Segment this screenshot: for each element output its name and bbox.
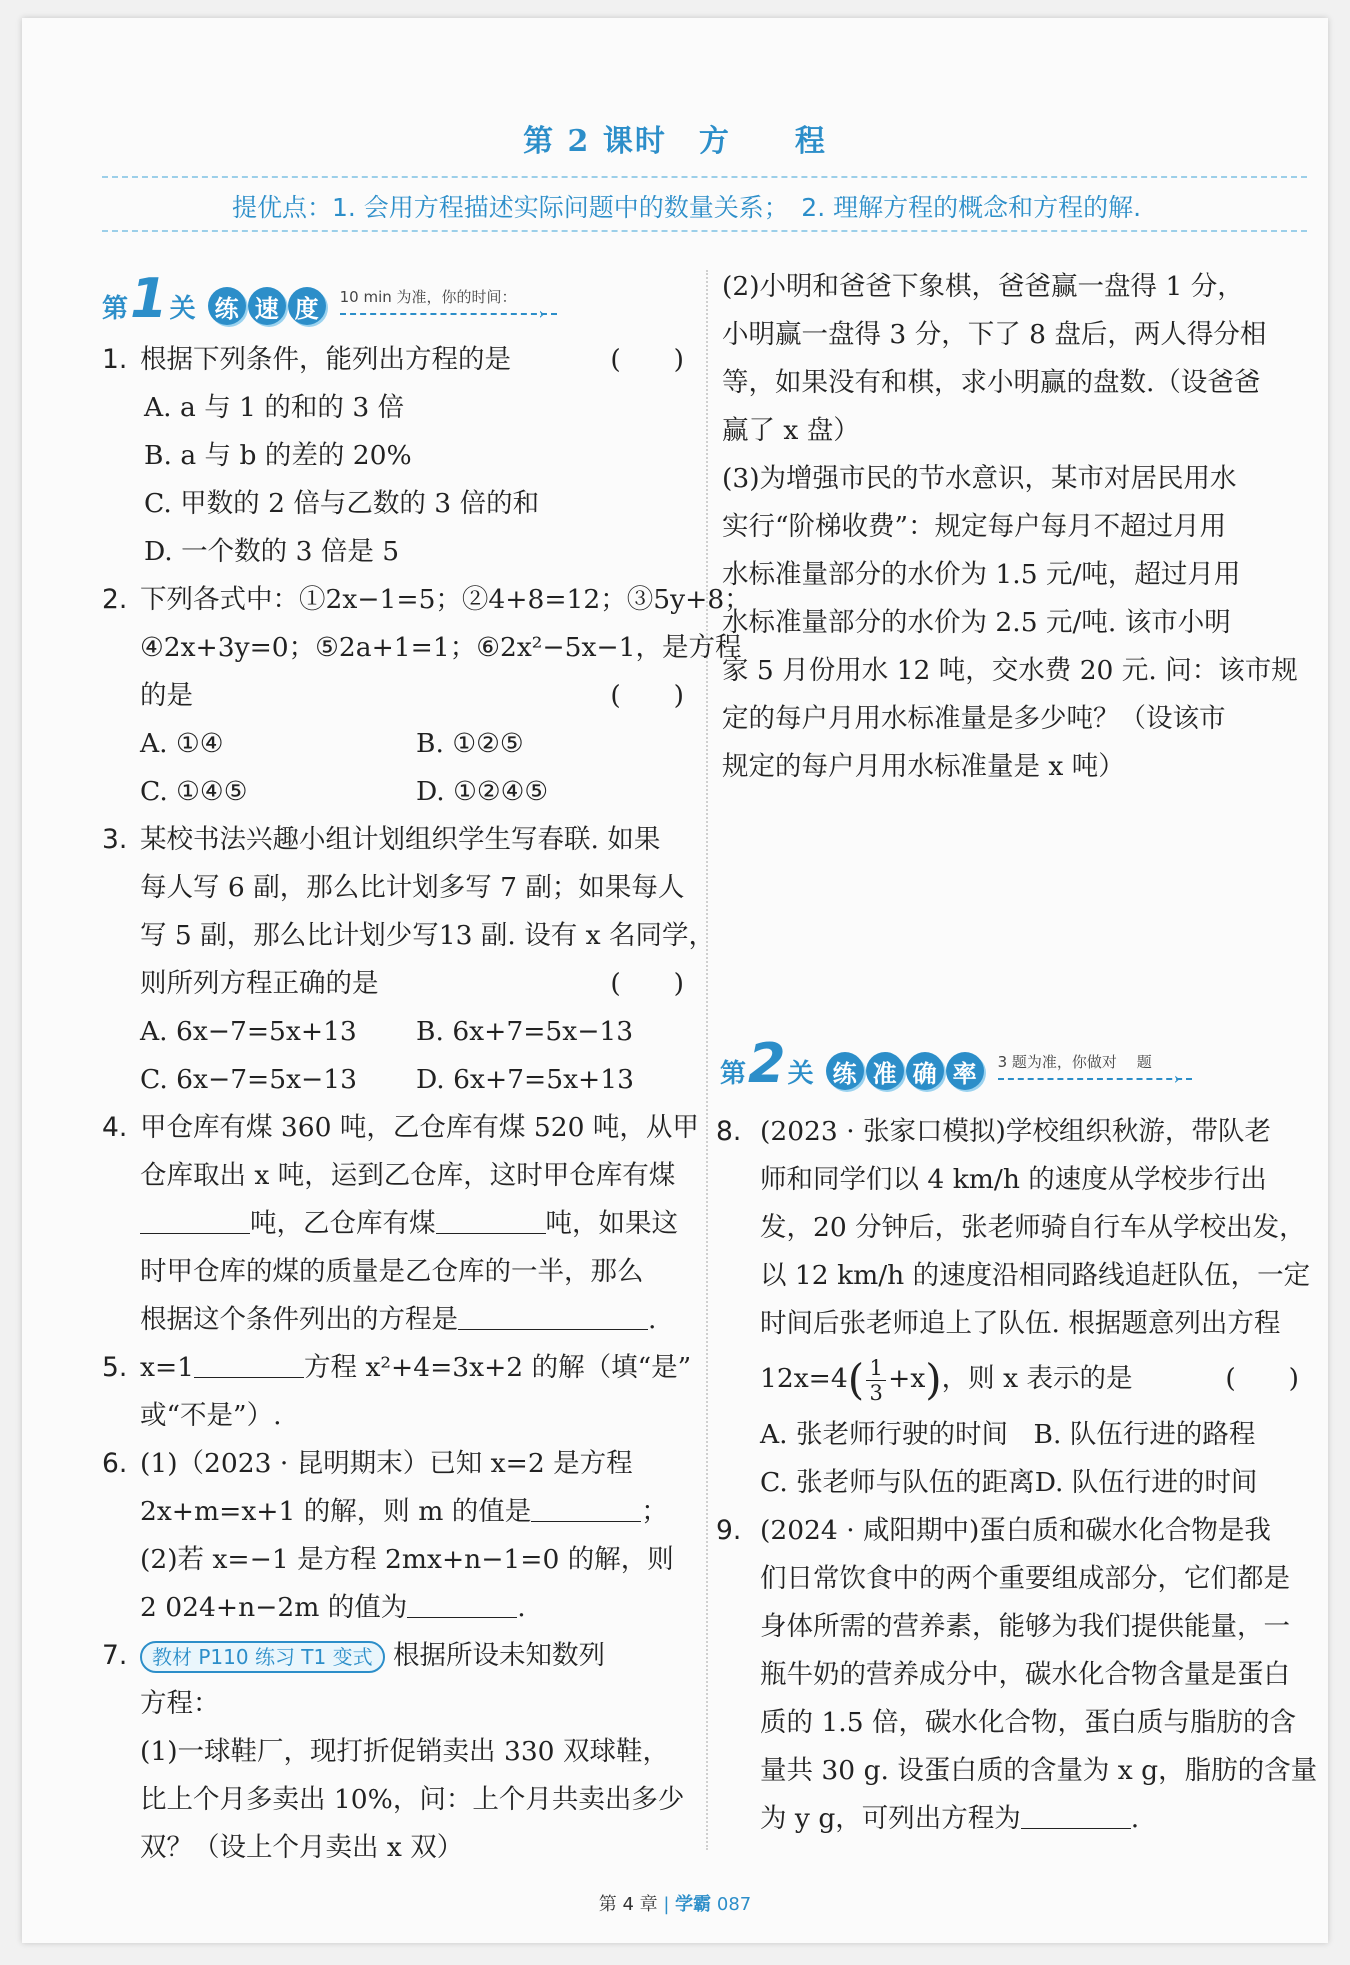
question-text: 为 y g，可列出方程为	[760, 1803, 1021, 1834]
question-text: 实行“阶梯收费”：规定每户每月不超过月用	[722, 511, 1227, 542]
question-text: 时间后张老师追上了队伍. 根据题意列出方程	[760, 1308, 1281, 1339]
question-4: 4. 甲仓库有煤 360 吨，乙仓库有煤 520 吨，从甲 仓库取出 x 吨，运到乙仓库，这时甲仓库有煤 吨，乙仓库有煤 吨，如果这 时甲仓库的煤的质量是乙仓库的一半，那么 根据这个条件列出的方程是 .	[102, 1104, 692, 1344]
badge-char: 率	[946, 1052, 984, 1090]
fraction-denominator: 3	[869, 1380, 883, 1405]
section-2-number: 2	[748, 1032, 786, 1095]
footer-page-number: 087	[716, 1894, 752, 1915]
arrow-icon: ›	[1173, 1069, 1181, 1088]
question-number: 9.	[716, 1515, 742, 1546]
option-d: D. ①②④⑤	[416, 776, 549, 807]
fraction-numerator: 1	[869, 1355, 883, 1380]
answer-blank[interactable]	[407, 1587, 517, 1618]
question-3	[102, 816, 715, 1104]
question-text: 吨，乙仓库有煤	[250, 1208, 436, 1239]
question-text: 2x+m=x+1 的解，则 m 的值是	[140, 1496, 532, 1527]
question-number: 3.	[102, 824, 128, 855]
question-text: ④2x+3y=0；⑤2a+1=1；⑥2x²−5x−1，是方程	[140, 632, 742, 663]
question-text: 2 024+n−2m 的值为	[140, 1592, 408, 1623]
question-text: 甲仓库有煤 360 吨，乙仓库有煤 520 吨，从甲	[140, 1112, 699, 1143]
question-text: 方程 x²+4=3x+2 的解（填“是”	[304, 1352, 692, 1383]
divider-tip	[102, 230, 1307, 232]
question-2	[102, 576, 751, 816]
badge-char: 度	[288, 287, 326, 325]
badge-char: 准	[866, 1052, 904, 1090]
page	[22, 18, 1328, 1943]
answer-blank[interactable]	[1021, 1798, 1131, 1829]
question-text: 时甲仓库的煤的质量是乙仓库的一半，那么	[140, 1256, 644, 1287]
question-6: 6. (1)（2023 · 昆明期末）已知 x=2 是方程 2x+m=x+1 的解，则 m 的值是 ； (2)若 x=−1 是方程 2mx+n−1=0 的解，则 2 024+n−2m 的值为 .	[102, 1440, 692, 1632]
question-text: 们日常饮食中的两个重要组成部分，它们都是	[760, 1563, 1290, 1594]
option-c: C. 张老师与队伍的距离	[760, 1467, 1035, 1498]
question-text: 量共 30 g. 设蛋白质的含量为 x g，脂肪的含量	[760, 1755, 1318, 1786]
question-text: 比上个月多卖出 10%，问：上个月共卖出多少	[140, 1784, 685, 1815]
question-text: 仓库取出 x 吨，运到乙仓库，这时甲仓库有煤	[140, 1160, 676, 1191]
answer-blank[interactable]	[531, 1491, 641, 1522]
question-number: 7.	[102, 1640, 128, 1671]
question-text: 根据这个条件列出的方程是	[140, 1304, 458, 1335]
question-text: (2)若 x=−1 是方程 2mx+n−1=0 的解，则	[140, 1544, 674, 1575]
fraction	[866, 1356, 886, 1405]
answer-blank[interactable]	[436, 1203, 546, 1234]
question-text: ，则 x 表示的是	[941, 1363, 1133, 1394]
option-d: D. 6x+7=5x+13	[416, 1064, 634, 1095]
question-8	[716, 1108, 1311, 1507]
question-text: 吨，如果这	[545, 1208, 678, 1239]
question-text: 每人写 6 副，那么比计划多写 7 副；如果每人	[140, 872, 685, 903]
answer-blank[interactable]	[194, 1347, 304, 1378]
option-b: B. 6x+7=5x−13	[416, 1016, 634, 1047]
left-column	[102, 336, 751, 1872]
equation-line	[760, 1348, 1307, 1411]
badge-char: 练	[826, 1052, 864, 1090]
section-1-badge	[208, 287, 326, 325]
textbook-tag: 教材 P110 练习 T1 变式	[140, 1641, 385, 1673]
section-2-badge	[826, 1052, 984, 1090]
question-9: 9. (2024 · 咸阳期中)蛋白质和碳水化合物是我 们日常饮食中的两个重要组成部分，它们都是 身体所需的营养素，能够为我们提供能量，一 瓶牛奶的营养成分中，碳水化合物含量是蛋白 质的 1.5 倍，碳水化合物，蛋白质与脂肪的含 量共 30 g. 设蛋白质的含量为 x g，脂肪的含量 为 y g，可列出方程为 .	[722, 1507, 1307, 1843]
question-text: 写 5 副，那么比计划少写13 副. 设有 x 名同学，	[140, 920, 715, 951]
question-text: 定的每户月用水标准量是多少吨？（设该市	[722, 703, 1226, 734]
paren-open: (	[847, 1355, 865, 1404]
question-number: 1.	[102, 344, 128, 375]
section-2-note: 3 题为准，你做对 题	[998, 1051, 1192, 1080]
question-text: (1)一球鞋厂，现打折促销卖出 330 双球鞋，	[140, 1736, 669, 1767]
section-2-prefix: 第	[720, 1059, 747, 1089]
question-text: 身体所需的营养素，能够为我们提供能量，一	[760, 1611, 1290, 1642]
section-2-suffix: 关	[787, 1059, 814, 1089]
question-text: 赢了 x 盘）	[722, 415, 860, 446]
option-d: D. 队伍行进的时间	[1034, 1467, 1258, 1498]
answer-paren: ( )	[1225, 1363, 1299, 1394]
question-text: 则所列方程正确的是	[140, 968, 379, 999]
question-text: 瓶牛奶的营养成分中，碳水化合物含量是蛋白	[760, 1659, 1290, 1690]
question-7	[102, 1632, 692, 1872]
question-text: (2)小明和爸爸下象棋，爸爸赢一盘得 1 分，	[722, 271, 1244, 302]
question-text: 水标准量部分的水价为 1.5 元/吨，超过月用	[722, 559, 1241, 590]
question-text: 的是	[140, 680, 193, 711]
question-text: (2023 · 张家口模拟)学校组织秋游，带队老	[760, 1116, 1271, 1147]
question-1	[102, 336, 692, 576]
section-1-suffix: 关	[169, 294, 196, 324]
option-a: A. a 与 1 的和的 3 倍	[144, 392, 405, 423]
question-number: 8.	[716, 1116, 742, 1147]
tip-points: 提优点：1. 会用方程描述实际问题中的数量关系； 2. 理解方程的概念和方程的解.	[232, 193, 1142, 222]
option-c: C. ①④⑤	[140, 776, 248, 807]
arrow-icon: ›	[538, 304, 545, 323]
question-text: 根据所设未知数列	[393, 1640, 606, 1671]
divider-top	[102, 176, 1307, 178]
right-column-lower	[716, 1108, 1318, 1843]
question-text: 下列各式中：①2x−1=5；②4+8=12；③5y+8；	[140, 584, 751, 615]
equation-left: 12x=4	[760, 1363, 848, 1394]
question-text: 以 12 km/h 的速度沿相同路线追赶队伍，一定	[760, 1260, 1311, 1291]
option-b: B. 队伍行进的路程	[1033, 1419, 1256, 1450]
badge-char: 速	[248, 287, 286, 325]
badge-char: 确	[906, 1052, 944, 1090]
question-text: (2024 · 咸阳期中)蛋白质和碳水化合物是我	[760, 1515, 1271, 1546]
answer-blank[interactable]	[140, 1203, 250, 1234]
section-2-header	[720, 1032, 1181, 1095]
section-1-header	[102, 267, 545, 330]
question-text: 或“不是”）.	[140, 1400, 282, 1431]
option-d: D. 一个数的 3 倍是 5	[144, 536, 400, 567]
answer-paren: ( )	[610, 680, 684, 711]
question-text: 小明赢一盘得 3 分，下了 8 盘后，两人得分相	[722, 319, 1267, 350]
question-5	[102, 1344, 692, 1440]
question-stem: 根据下列条件，能列出方程的是	[140, 344, 511, 375]
option-c: C. 6x−7=5x−13	[140, 1064, 357, 1095]
question-text: 等，如果没有和棋，求小明赢的盘数.（设爸爸	[722, 367, 1261, 398]
question-text: 家 5 月份用水 12 吨，交水费 20 元. 问：该市规	[722, 655, 1298, 686]
answer-paren: ( )	[610, 344, 684, 375]
section-1-note: 10 min 为准，你的时间：	[340, 286, 557, 315]
question-text: 水标准量部分的水价为 2.5 元/吨. 该市小明	[722, 607, 1231, 638]
question-text: (1)（2023 · 昆明期末）已知 x=2 是方程	[140, 1448, 633, 1479]
section-1-prefix: 第	[102, 294, 129, 324]
question-text: 质的 1.5 倍，碳水化合物，蛋白质与脂肪的含	[760, 1707, 1296, 1738]
question-number: 5.	[102, 1352, 128, 1383]
footer-brand: 学霸	[675, 1894, 712, 1915]
question-text: (3)为增强市民的节水意识，某市对居民用水	[722, 463, 1237, 494]
right-column	[722, 263, 1307, 791]
option-a: A. 张老师行驶的时间	[760, 1419, 1008, 1450]
question-text: 某校书法兴趣小组计划组织学生写春联. 如果	[140, 824, 661, 855]
question-text: 发，20 分钟后，张老师骑自行车从学校出发，	[760, 1212, 1306, 1243]
question-number: 4.	[102, 1112, 128, 1143]
option-a: A. ①④	[140, 728, 224, 759]
section-1-number: 1	[130, 267, 168, 330]
paren-close: )	[925, 1355, 942, 1404]
question-number: 6.	[102, 1448, 128, 1479]
answer-blank[interactable]	[458, 1299, 648, 1330]
question-text: x=1	[140, 1352, 195, 1383]
option-b: B. ①②⑤	[416, 728, 524, 759]
equation-term: +x	[888, 1363, 926, 1394]
footer-chapter: 第 4 章	[598, 1894, 658, 1915]
page-title: 第 2 课时 方 程	[523, 124, 827, 159]
option-a: A. 6x−7=5x+13	[140, 1016, 357, 1047]
question-text: 方程：	[140, 1688, 220, 1719]
question-text: 师和同学们以 4 km/h 的速度从学校步行出	[760, 1164, 1267, 1195]
option-c: C. 甲数的 2 倍与乙数的 3 倍的和	[144, 488, 540, 519]
answer-paren: ( )	[610, 968, 684, 999]
column-divider	[706, 270, 708, 1850]
page-footer: 第 4 章 | 学霸 087	[598, 1894, 752, 1915]
question-text: 规定的每户月用水标准量是 x 吨）	[722, 751, 1125, 782]
question-number: 2.	[102, 584, 128, 615]
badge-char: 练	[208, 287, 246, 325]
question-7-continued	[722, 263, 1307, 791]
option-b: B. a 与 b 的差的 20%	[144, 440, 412, 471]
question-text: 双？（设上个月卖出 x 双）	[140, 1832, 464, 1863]
